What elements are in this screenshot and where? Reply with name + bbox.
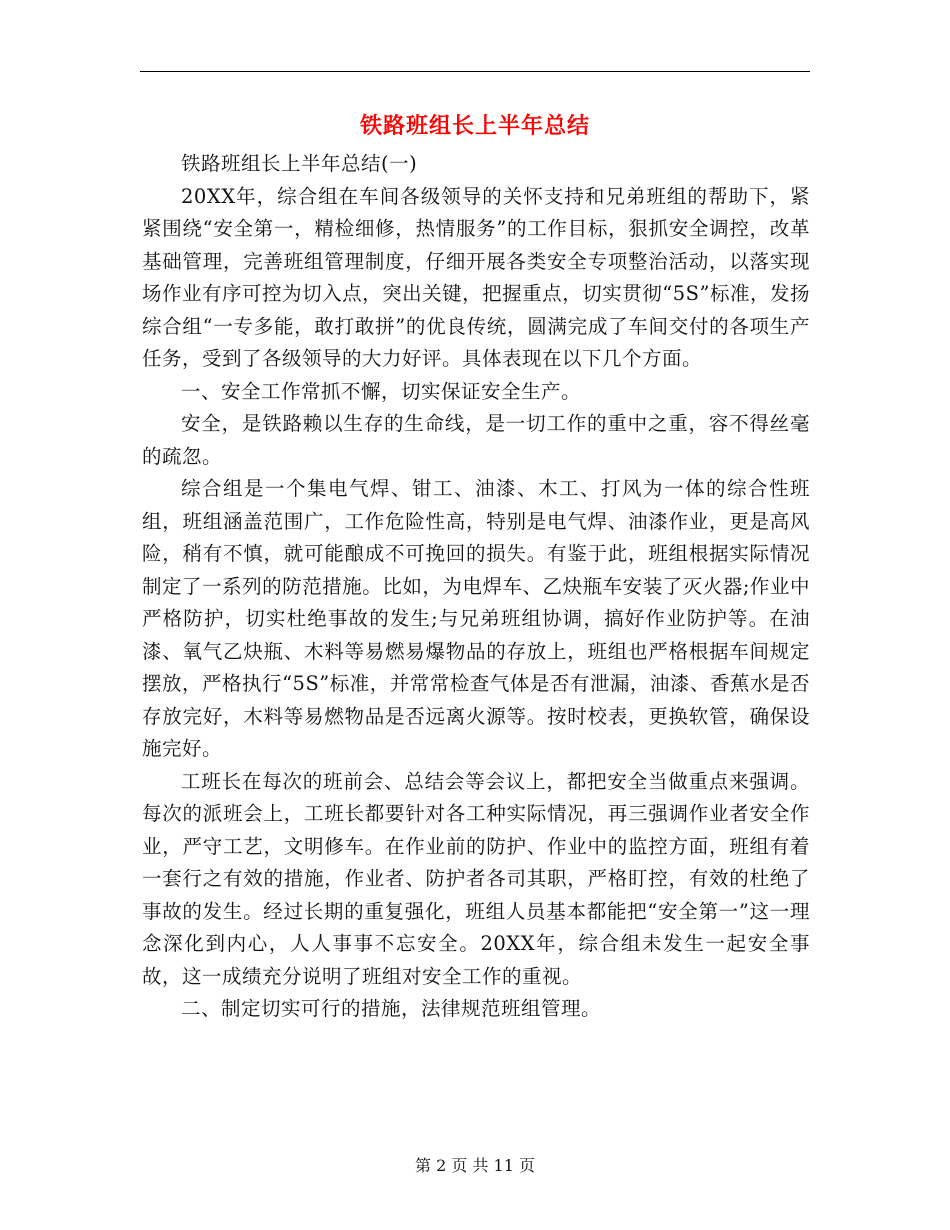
page-footer: [140, 1154, 810, 1178]
header-rule: [140, 71, 810, 72]
document-body: [142, 148, 810, 1026]
body-paragraph: 工班长在每次的班前会、总结会等会议上，都把安全当做重点来强调。每次的派班会上，工班长都要针对各工种实际情况，再三强调作业者安全作业，严守工艺，文明修车。在作业前的防护、作业中的监控方面，班组有着一套行之有效的措施，作业者、防护者各司其职，严格盯控，有效的杜绝了事故的发生。经过长期的重复强化，班组人员基本都能把“安全第一”这一理念深化到内心，人人事事不忘安全。20XX年，综合组未发生一起安全事故，这一成绩充分说明了班组对安全工作的重视。: [142, 769, 810, 988]
document-title: 铁路班组长上半年总结: [359, 113, 590, 139]
section-heading-2: 二、制定切实可行的措施，法律规范班组管理。: [181, 997, 602, 1020]
intro-paragraph: 20XX年，综合组在车间各级领导的关怀支持和兄弟班组的帮助下，紧紧围绕“安全第一，精检细修，热情服务”的工作目标，狠抓安全调控，改革基础管理，完善班组管理制度，仔细开展各类安全专项整治活动，以落实现场作业有序可控为切入点，突出关键，把握重点，切实贯彻“5S”标准，发扬综合组“一专多能，敢打敢拼”的优良传统，圆满完成了车间交付的各项生产任务，受到了各级领导的大力好评。具体表现在以下几个方面。: [142, 184, 810, 370]
section-subtitle: 铁路班组长上半年总结(一): [181, 152, 418, 175]
page-number-label: 第 2 页 共 11 页: [415, 1156, 535, 1175]
body-paragraph: 综合组是一个集电气焊、钳工、油漆、木工、打风为一体的综合性班组，班组涵盖范围广，工作危险性高，特别是电气焊、油漆作业，更是高风险，稍有不慎，就可能酿成不可挽回的损失。有鉴于此，班组根据实际情况制定了一系列的防范措施。比如，为电焊车、乙炔瓶车安装了灭火器;作业中严格防护，切实杜绝事故的发生;与兄弟班组协调，搞好作业防护等。在油漆、氧气乙炔瓶、木料等易燃易爆物品的存放上，班组也严格根据车间规定摆放，严格执行“5S”标准，并常常检查气体是否有泄漏，油漆、香蕉水是否存放完好，木料等易燃物品是否远离火源等。按时校表，更换软管，确保设施完好。: [142, 477, 810, 760]
section-heading-1: 一、安全工作常抓不懈，切实保证安全生产。: [181, 379, 582, 403]
body-paragraph: 安全，是铁路赖以生存的生命线，是一切工作的重中之重，容不得丝毫的疏忽。: [142, 412, 810, 468]
